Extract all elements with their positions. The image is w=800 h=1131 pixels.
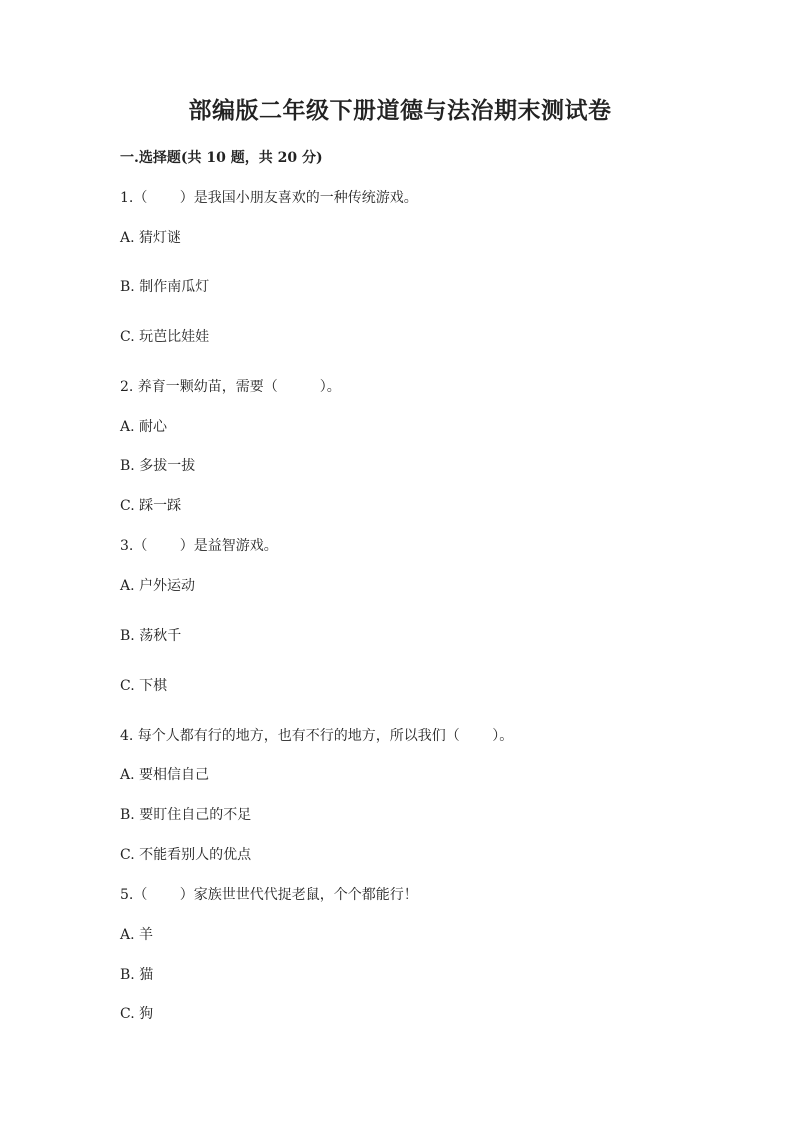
question-1-option-b: B. 制作南瓜灯 <box>120 279 210 295</box>
section-heading: 一.选择题(共 10 题，共 20 分) <box>120 150 323 166</box>
question-3-option-c: C. 下棋 <box>120 678 168 694</box>
question-1-option-a: A. 猜灯谜 <box>120 230 182 246</box>
question-3-option-a: A. 户外运动 <box>120 578 196 594</box>
question-2-stem: 2. 养育一颗幼苗，需要（ ）。 <box>120 379 341 395</box>
question-2-option-c: C. 踩一踩 <box>120 498 182 514</box>
question-2-option-a: A. 耐心 <box>120 419 168 435</box>
question-5-option-a: A. 羊 <box>120 927 154 943</box>
page-title: 部编版二年级下册道德与法治期末测试卷 <box>188 97 612 124</box>
question-3-stem: 3.（ ）是益智游戏。 <box>120 538 278 554</box>
question-5-stem: 5.（ ）家族世世代代捉老鼠，个个都能行！ <box>120 887 418 903</box>
question-1-stem: 1.（ ）是我国小朋友喜欢的一种传统游戏。 <box>120 190 418 206</box>
question-1-option-c: C. 玩芭比娃娃 <box>120 329 210 345</box>
question-5-option-b: B. 猫 <box>120 967 154 983</box>
question-5-option-c: C. 狗 <box>120 1006 154 1022</box>
question-2-option-b: B. 多拔一拔 <box>120 458 196 474</box>
question-3-option-b: B. 荡秋千 <box>120 628 182 644</box>
question-4-option-c: C. 不能看别人的优点 <box>120 847 252 863</box>
question-4-option-b: B. 要盯住自己的不足 <box>120 807 252 823</box>
question-4-option-a: A. 要相信自己 <box>120 767 210 783</box>
question-4-stem: 4. 每个人都有行的地方，也有不行的地方，所以我们（ ）。 <box>120 728 514 744</box>
